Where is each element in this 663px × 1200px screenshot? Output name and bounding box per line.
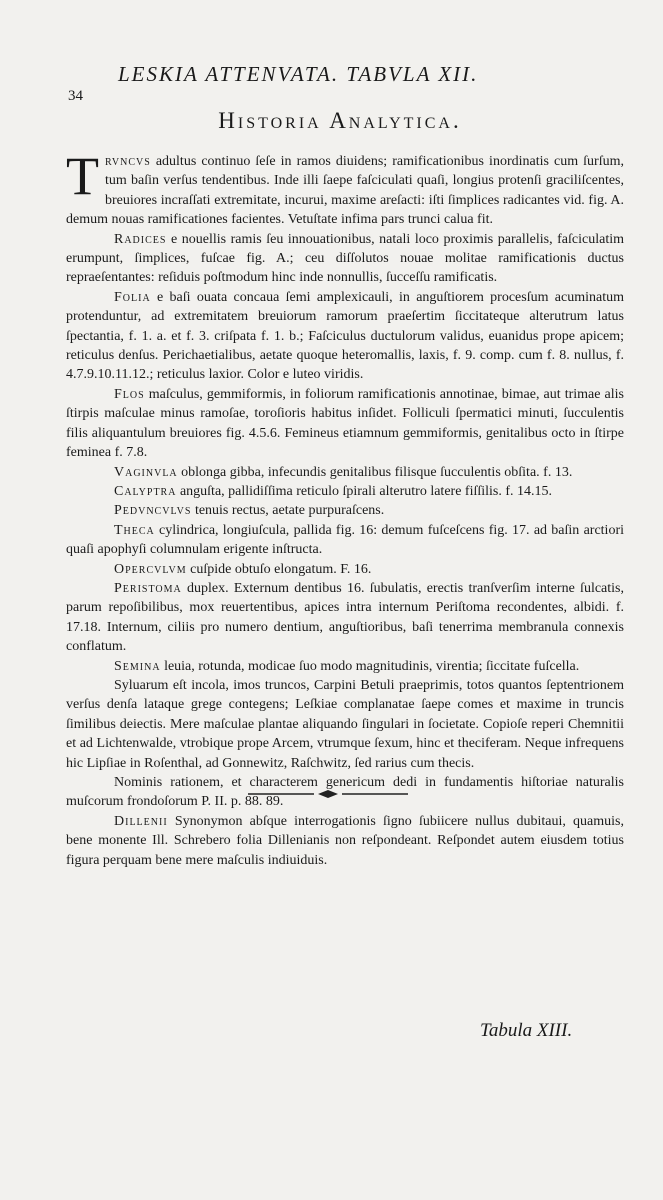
paragraph-text: e nouellis ramis ſeu innouationibus, natali loco proximis parallelis, faſciculatim erumpunt, ſimplices, fuſcae fig. A.; ceu diſſolutos nouae molitae ramificationis ductus repraeſentantes: reſiduis poſtmodum hinc inde nonnullis, ſucceſſu ramificatis. bbox=[66, 231, 624, 286]
paragraph-truncus bbox=[66, 146, 624, 230]
paragraph-text: Syluarum eſt incola, imos truncos, Carpini Betuli praeprimis, totos quantos ſeptentrionem verſus denſa lataque grege contegens; Leſkiae complanatae ſaepe comes et maxime in truncis ſimilibus deiectis. Mere maſculae plantae aliquando ſingulari in ſocietate. Copioſe reperi Chemnitii et ad Lichtenwalde, vtrobique prope Arcem, vtrumque ſexum, hinc et theciferam. Neque infrequens hic Lipſiae in Roſenthal, ad Gonnewitz, Raſchwitz, ſed rarius cum thecis. bbox=[66, 677, 624, 771]
paragraph-folia bbox=[66, 288, 624, 385]
paragraph-operculum bbox=[66, 560, 624, 579]
paragraph-pedunculus bbox=[66, 501, 624, 520]
paragraph-text: maſculus, gemmiformis, in foliorum ramificationis annotinae, bimae, aut trimae alis ſtirpis maſculae minus ramoſae, toroſioris habitus inſidet. Folliculi ſpermatici minuti, ſucculentis filis aliquantulum breuiores fig. 4.5.6. Femineus etiamnum gemmiformis, genitalibus octo in ſtirpe feminea f. 7.8. bbox=[66, 386, 624, 461]
paragraph-peristoma bbox=[66, 579, 624, 657]
lead-word: Vaginvla bbox=[114, 464, 178, 480]
paragraph-text: tenuis rectus, aetate purpuraſcens. bbox=[191, 503, 385, 519]
lead-word: rvncvs bbox=[105, 154, 151, 169]
paragraph-calyptra bbox=[66, 482, 624, 501]
lead-word: Pedvncvlvs bbox=[114, 503, 192, 519]
lead-word: Flos bbox=[114, 386, 145, 402]
paragraph-text: Synonymon abſque interrogationis ſigno ſubiicere nullus dubitaui, quamuis, bene monente Ill. Schrebero folia Dillenianis non reſpondeant. Reſpondet autem eiusdem totius figura perquam bene mere maſculis indiuiduis. bbox=[66, 813, 624, 868]
paragraph-text: duplex. Externum dentibus 16. ſubulatis, erectis tranſverſim interne ſulcatis, parum repoſibilibus, mox reuertentibus, apices intra internum Periſtoma recondentes, albidi. f. 17.18. Internum, ciliis pro numero dentium, anguſtioribus, baſi tenerrima membranula connexis conflatum. bbox=[66, 580, 624, 655]
paragraph-text: leuia, rotunda, modicae ſuo modo magnitudinis, virentia; ſiccitate fuſcella. bbox=[160, 658, 580, 674]
paragraph-dillenii bbox=[66, 812, 624, 870]
paragraph-text: anguſta, pallidiſſima reticulo ſpirali alterutro latere fiſſilis. f. 14.15. bbox=[176, 483, 553, 499]
paragraph-text: e baſi ouata concaua ſemi amplexicauli, in anguſtiorem procesſum acuminatum protenduntur, ad extremitatem breuiorum ramorum praeſertim ſiccitateque alterutrum latus ſpectantia, f. 1. a. et f. 3. criſpata f. 1. b.; Faſciculus ductulorum validus, euanidus prope apicem; reticulus denſus. Perichaetialibus, aetate quoque heteromallis, laxis, f. 9. comp. cum f. 8. nullus, f. 4.7.9.10.11.12.; reticulus laxior. Color e luteo viridis. bbox=[66, 289, 624, 383]
section-heading: Historia Analytica. bbox=[218, 108, 462, 133]
paragraph-text: cuſpide obtuſo elongatum. F. 16. bbox=[186, 561, 372, 577]
paragraph-text: cylindrica, longiuſcula, pallida fig. 16: demum fuſceſcens fig. 17. ad baſin arctiori quaſi apophyſi columnulam erigente inſtructa. bbox=[66, 522, 624, 558]
paragraph-semina bbox=[66, 657, 624, 676]
lead-word: Theca bbox=[114, 522, 155, 538]
drop-cap: T bbox=[66, 146, 99, 206]
lead-word: Opercvlvm bbox=[114, 561, 187, 577]
lead-word: Dillenii bbox=[114, 813, 168, 829]
lead-word: Semina bbox=[114, 658, 161, 674]
catchword: Tabula XIII. bbox=[480, 1020, 573, 1041]
running-head: LESKIA ATTENVATA. TABVLA XII. bbox=[118, 62, 479, 86]
paragraph-theca bbox=[66, 521, 624, 560]
paragraph-habitat bbox=[66, 676, 624, 773]
paragraph-flos bbox=[66, 385, 624, 463]
page-number: 34 bbox=[68, 88, 83, 104]
ornamental-rule bbox=[248, 789, 408, 799]
body-text bbox=[66, 146, 624, 870]
paragraph-radices bbox=[66, 230, 624, 288]
lead-word: Radices bbox=[114, 231, 167, 247]
lead-word: Calyptra bbox=[114, 483, 177, 499]
paragraph-text: oblonga gibba, infecundis genitalibus filisque ſucculentis obſita. f. 13. bbox=[177, 464, 573, 480]
paragraph-text: Nominis rationem, et characterem genericum dedi in fundamentis hiſtoriae naturalis muſcorum frondoſorum P. II. p. 88. 89. bbox=[66, 775, 624, 810]
lead-word: Peristoma bbox=[114, 580, 182, 596]
paragraph-vaginula bbox=[66, 463, 624, 482]
lead-word: Folia bbox=[114, 289, 151, 305]
paragraph-text: adultus continuo ſeſe in ramos diuidens; ramificationibus inordinatis cum ſurſum, tum baſin verſus tendentibus. Inde illi ſaepe faſciculati quaſi, longius protenſi graciliſcentes, breuiores incraſſati extremitate, incurui, maxime areſacti: iſti ſimplices radicantes vid. fig. A. demum nouas ramificationes facientes. Vetuſtate infima pars trunci calua fit. bbox=[66, 154, 624, 228]
